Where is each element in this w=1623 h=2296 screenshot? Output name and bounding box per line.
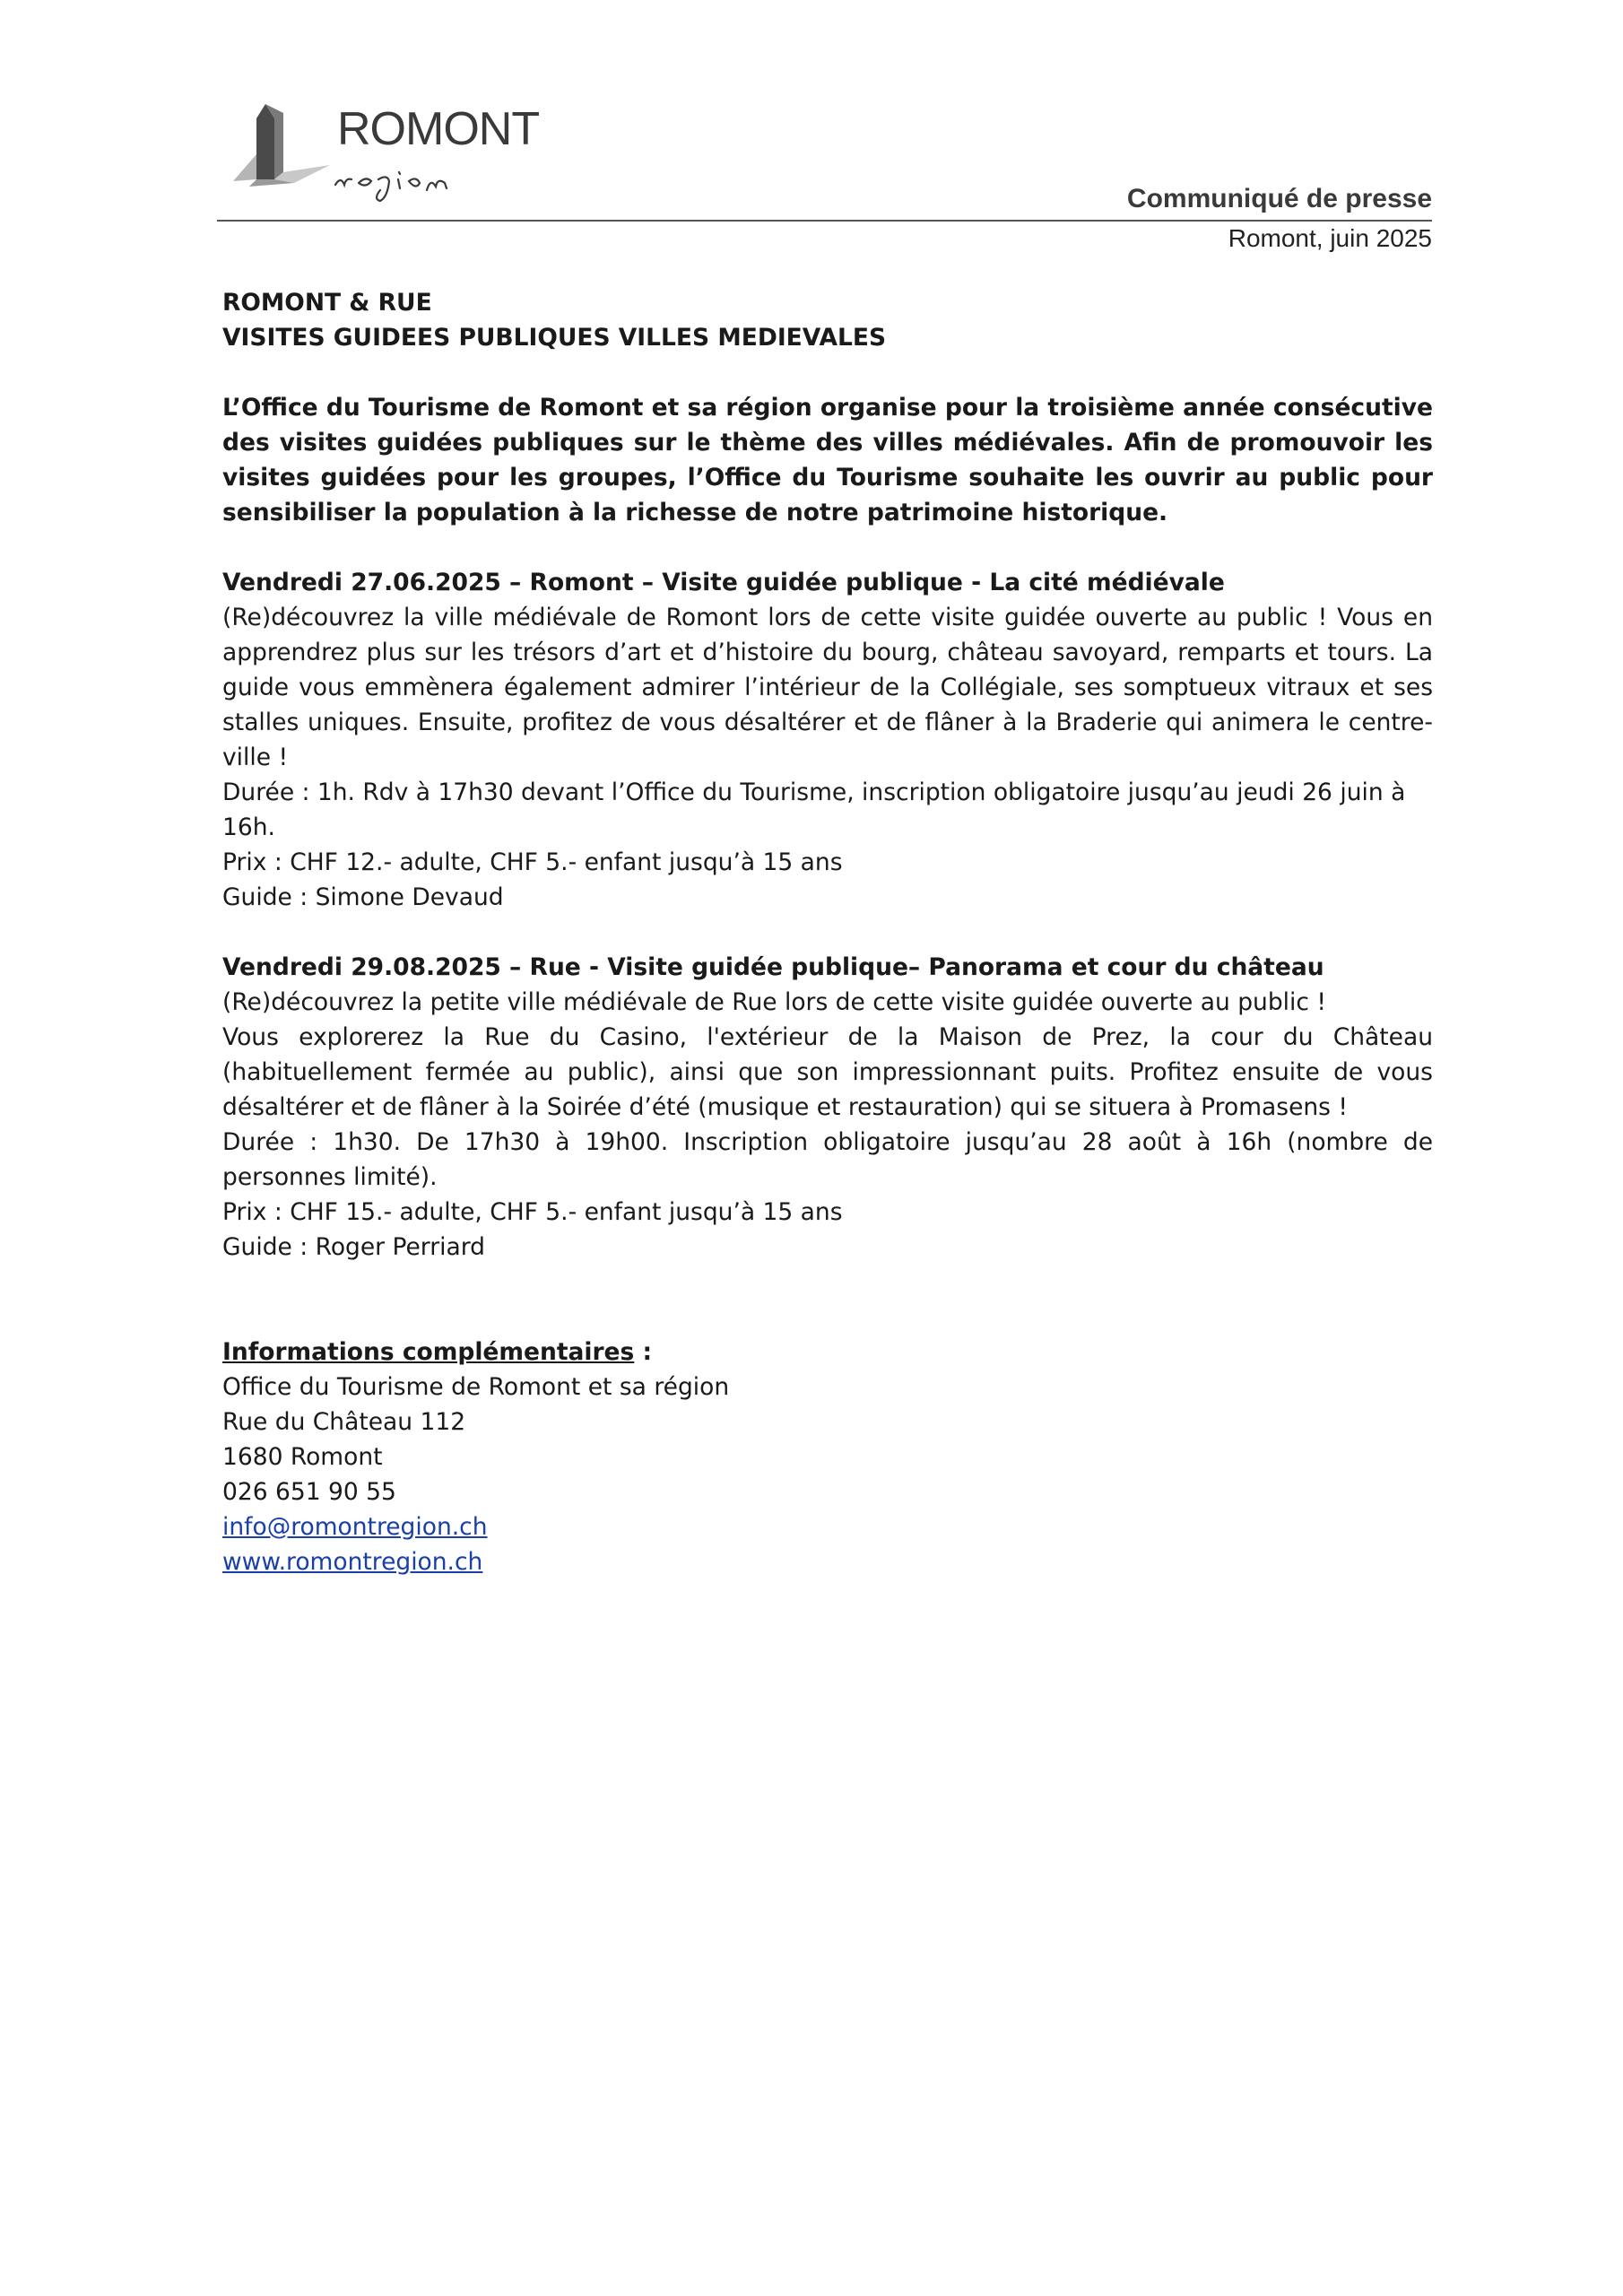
- event-guide: Guide : Roger Perriard: [222, 1233, 485, 1261]
- contact-heading-text: Informations complémentaires: [222, 1338, 635, 1366]
- press-release-body: [222, 285, 1433, 1579]
- contact-email-link[interactable]: info@romontregion.ch: [222, 1513, 488, 1541]
- logo-script-region: [328, 144, 516, 206]
- event-duration: Durée : 1h. Rdv à 17h30 devant l’Office du Tourisme, inscription obligatoire jusqu’au jeudi 26 juin à 16h.: [222, 778, 1406, 841]
- contact-phone: 026 651 90 55: [222, 1478, 396, 1506]
- romont-region-logo: [231, 100, 554, 190]
- event-duration: Durée : 1h30. De 17h30 à 19h00. Inscription obligatoire jusqu’au 28 août à 16h (nombre de personnes limité).: [222, 1128, 1433, 1191]
- event-description: (Re)découvrez la ville médiévale de Romont lors de cette visite guidée ouverte au public ! Vous en apprendrez plus sur les trésors d’art et d’histoire du bourg, château savoyard, remparts et tours. La guide vous emmènera également admirer l’intérieur de la Collégiale, ses somptueux vitraux et ses stalles uniques. Ensuite, profitez de vous désaltérer et de flâner à la Braderie qui animera le centre-ville !: [222, 604, 1433, 771]
- contact-heading-colon: :: [634, 1338, 653, 1366]
- event-description-intro: (Re)découvrez la petite ville médiévale de Rue lors de cette visite guidée ouverte au public !: [222, 988, 1327, 1016]
- contact-organization: Office du Tourisme de Romont et sa région: [222, 1373, 730, 1401]
- document-type-label: Communiqué de presse: [1126, 184, 1432, 213]
- event-price: Prix : CHF 12.- adulte, CHF 5.- enfant jusqu’à 15 ans: [222, 848, 843, 876]
- place-and-date: Romont, juin 2025: [1228, 224, 1432, 252]
- contact-website-link[interactable]: www.romontregion.ch: [222, 1548, 483, 1576]
- event-guide: Guide : Simone Devaud: [222, 883, 504, 911]
- event-description: Vous explorerez la Rue du Casino, l'extérieur de la Maison de Prez, la cour du Château (habituellement fermée au public), ainsi que son impressionnant puits. Profitez ensuite de vous désaltérer et de flâner à la Soirée d’été (musique et restauration) qui se situera à Promasens !: [222, 1023, 1433, 1121]
- event-heading: Vendredi 29.08.2025 – Rue - Visite guidée publique– Panorama et cour du château: [222, 953, 1324, 981]
- title-line-1: ROMONT & RUE: [222, 289, 432, 317]
- event-price: Prix : CHF 15.- adulte, CHF 5.- enfant jusqu’à 15 ans: [222, 1198, 843, 1226]
- contact-block: [222, 1335, 1433, 1579]
- intro-paragraph: L’Office du Tourisme de Romont et sa région organise pour la troisième année consécutive des visites guidées publiques sur le thème des villes médiévales. Afin de promouvoir les visites guidées pour les groupes, l’Office du Tourisme souhaite les ouvrir au public pour sensibiliser la population à la richesse de notre patrimoine historique.: [222, 394, 1433, 526]
- event-heading: Vendredi 27.06.2025 – Romont – Visite guidée publique - La cité médiévale: [222, 569, 1225, 596]
- contact-street: Rue du Château 112: [222, 1408, 466, 1436]
- contact-heading: [222, 1335, 1433, 1370]
- castle-tower-logo-icon: [231, 100, 339, 190]
- contact-city: 1680 Romont: [222, 1443, 383, 1471]
- event-romont: [222, 565, 1433, 915]
- header-divider: [217, 220, 1432, 222]
- title-line-2: VISITES GUIDEES PUBLIQUES VILLES MEDIEVALES: [222, 324, 887, 352]
- logo-wordmark: ROMONT: [337, 103, 540, 155]
- event-rue: [222, 950, 1433, 1265]
